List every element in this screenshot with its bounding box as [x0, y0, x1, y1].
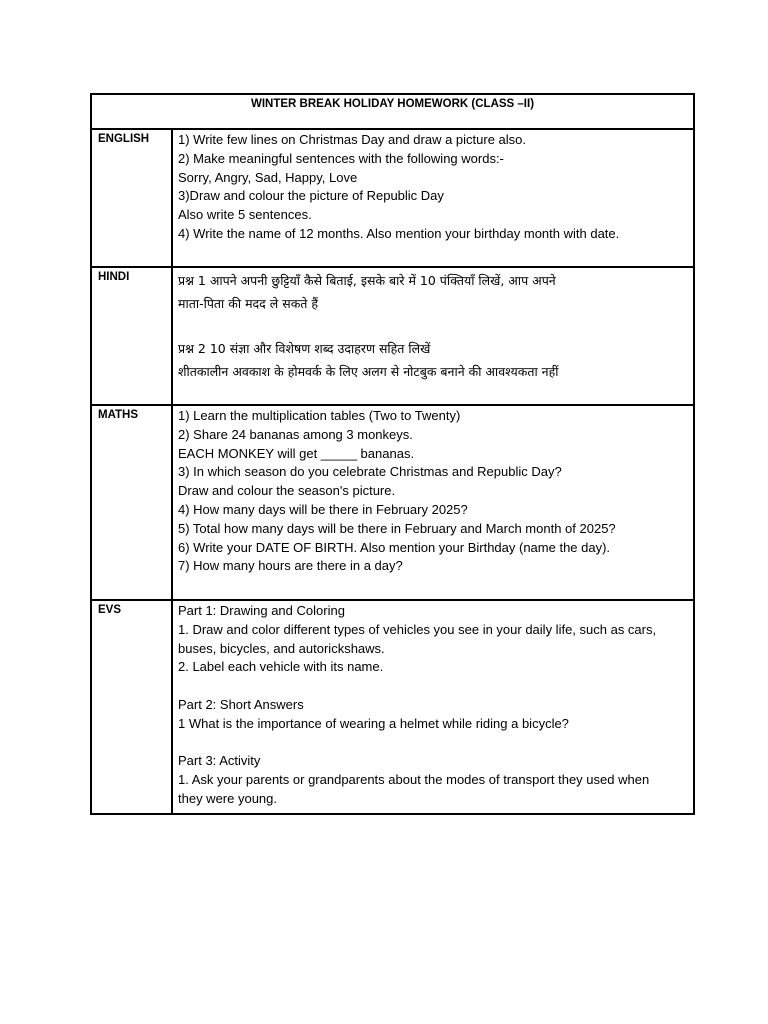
subject-label-english: ENGLISH [91, 129, 172, 267]
homework-line: Part 2: Short Answers [178, 696, 304, 712]
homework-line: 2. Label each vehicle with its name. [178, 659, 384, 675]
homework-line: Part 3: Activity [178, 753, 261, 769]
homework-line: 1 What is the importance of wearing a helmet while riding a bicycle? [178, 715, 569, 731]
homework-line: 4) Write the name of 12 months. Also mention your birthday month with date. [178, 225, 620, 241]
homework-line: 1. Ask your parents or grandparents about the modes of transport they used when [178, 772, 650, 788]
blank-line [178, 315, 689, 337]
homework-line: 7) How many hours are there in a day? [178, 558, 403, 574]
homework-title: WINTER BREAK HOLIDAY HOMEWORK (CLASS –II) [91, 94, 694, 129]
subject-content-english [172, 129, 694, 267]
homework-line: शीतकालीन अवकाश के होमवर्क के लिए अलग से नोटबुक बनाने की आवश्यकता नहीं [178, 364, 559, 379]
homework-line: 2) Share 24 bananas among 3 monkeys. [178, 426, 413, 442]
homework-line: EACH MONKEY will get _____ bananas. [178, 445, 415, 461]
homework-line: माता-पिता की मदद ले सकते हैं [178, 296, 319, 311]
homework-line: 3) In which season do you celebrate Christmas and Republic Day? [178, 464, 562, 480]
subject-content-hindi [172, 267, 694, 405]
homework-line: Also write 5 sentences. [178, 207, 312, 223]
subject-label-hindi: HINDI [91, 267, 172, 405]
blank-line [178, 734, 689, 753]
subject-content-maths [172, 405, 694, 600]
homework-line: 6) Write your DATE OF BIRTH. Also mention your Birthday (name the day). [178, 539, 611, 555]
subject-row-maths [91, 405, 694, 600]
homework-line: 3)Draw and colour the picture of Republic Day [178, 188, 444, 204]
subject-label-evs: EVS [91, 600, 172, 814]
subject-row-evs [91, 600, 694, 814]
homework-line: 1) Learn the multiplication tables (Two to Twenty) [178, 408, 461, 423]
homework-line: Draw and colour the season's picture. [178, 483, 396, 499]
homework-line: 4) How many days will be there in February 2025? [178, 501, 468, 517]
homework-line: प्रश्न 1 आपने अपनी छुट्टियाँ कैसे बिताई, इसके बारे में 10 पंक्तियाँ लिखें, आप अपने [178, 273, 556, 288]
homework-line: 1) Write few lines on Christmas Day and draw a picture also. [178, 132, 527, 147]
homework-line: 5) Total how many days will be there in February and March month of 2025? [178, 520, 616, 536]
homework-line: प्रश्न 2 10 संज्ञा और विशेषण शब्द उदाहरण सहित लिखें [178, 341, 431, 356]
homework-line: Part 1: Drawing and Coloring [178, 603, 345, 618]
subject-label-maths: MATHS [91, 405, 172, 600]
subject-row-hindi [91, 267, 694, 405]
blank-line [178, 677, 689, 696]
homework-line: 2) Make meaningful sentences with the following words:- [178, 150, 504, 166]
homework-line: buses, bicycles, and autorickshaws. [178, 640, 385, 656]
homework-table [90, 93, 695, 815]
homework-line: 1. Draw and color different types of vehicles you see in your daily life, such as cars, [178, 621, 657, 637]
subject-row-english [91, 129, 694, 267]
homework-line: they were young. [178, 790, 278, 806]
homework-line: Sorry, Angry, Sad, Happy, Love [178, 169, 358, 185]
subject-content-evs [172, 600, 694, 814]
